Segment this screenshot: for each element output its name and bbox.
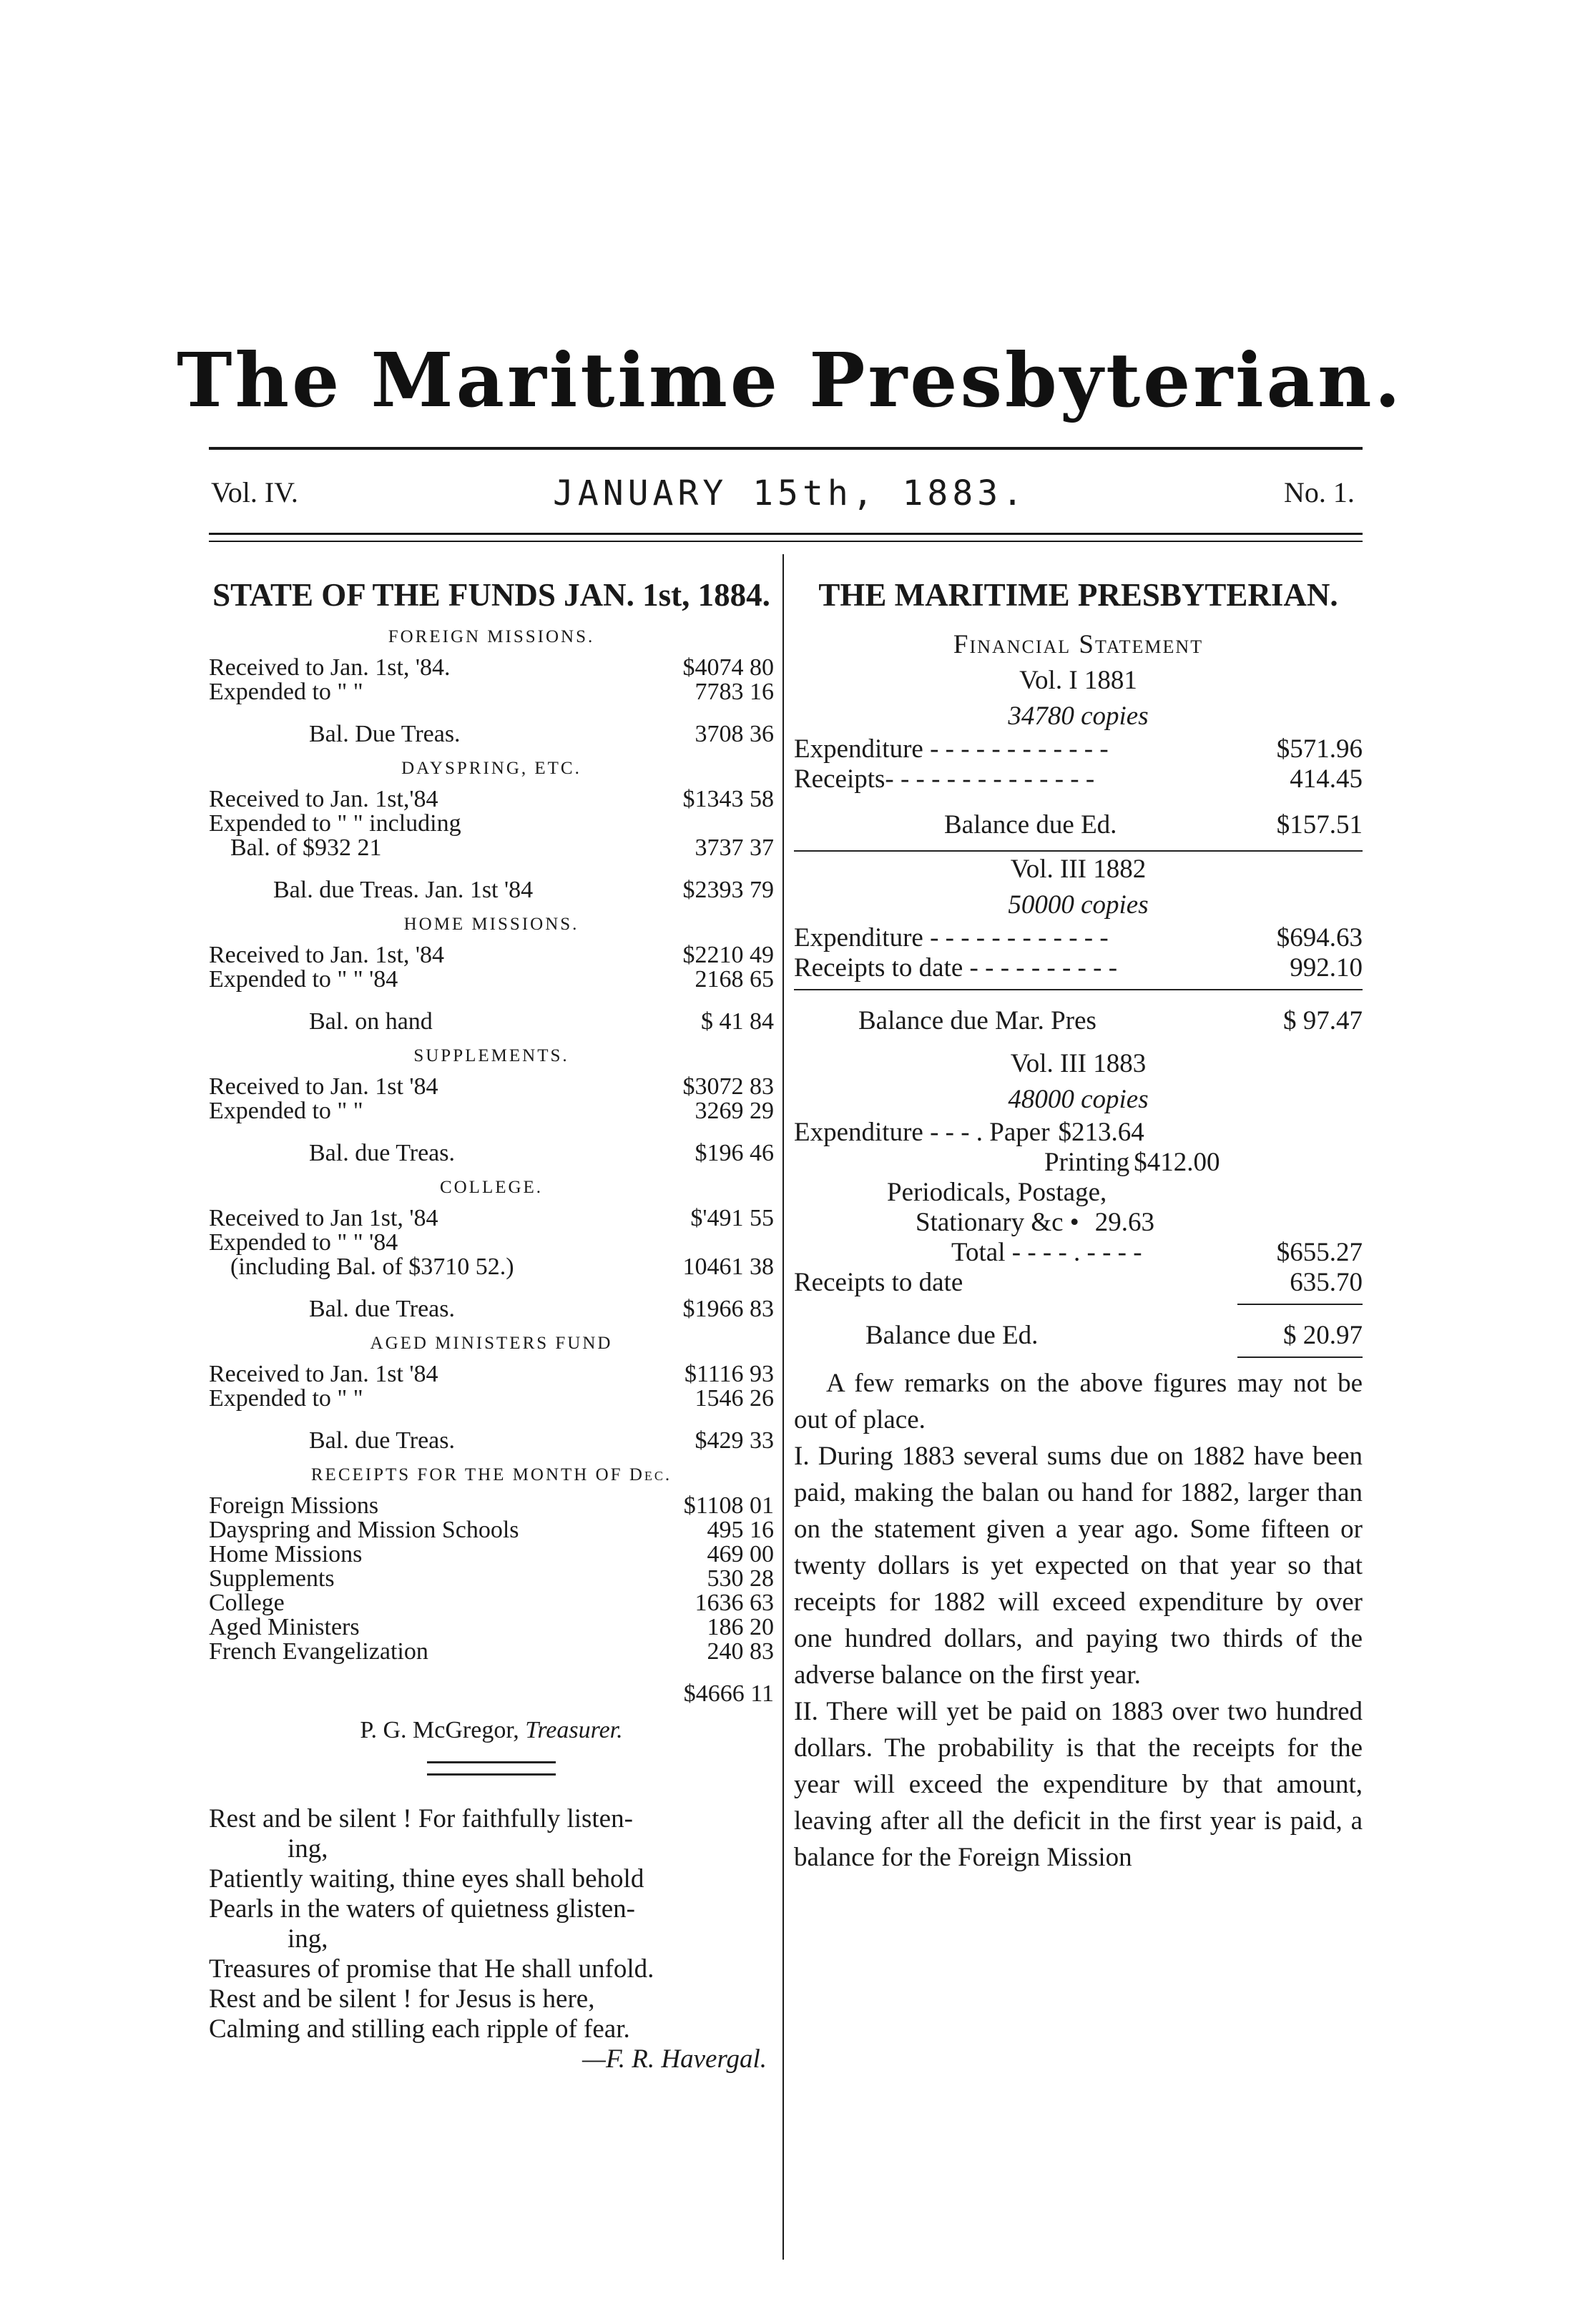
vol-label: Vol. III 1882 [1010, 855, 1147, 884]
masthead-title: The Maritime Presbyterian. [177, 336, 1403, 424]
section-heading: RECEIPTS FOR THE MONTH OF Dec. [310, 1465, 672, 1484]
row-label: Receipts- - - - - - - - - - - - - - [794, 764, 1095, 794]
section-heading: FOREIGN MISSIONS. [388, 627, 595, 646]
row-amount: $4074 80 [682, 654, 774, 681]
poem-attribution: —F. R. Havergal. [582, 2044, 767, 2074]
row-label: Foreign Missions [209, 1492, 379, 1519]
treasurer-signature [209, 1717, 774, 1744]
financial-statement-label: Financial Statement [953, 630, 1204, 659]
paragraph: A few remarks on the above figures may not be out of place. [794, 1369, 1363, 1434]
poem [209, 1804, 774, 2074]
remarks-text [794, 1365, 1363, 1876]
foreign-missions-section [209, 627, 774, 749]
row-label: Bal. on hand [309, 1008, 433, 1035]
vol-label: Vol. III 1883 [1010, 1049, 1147, 1078]
divider [1237, 1357, 1363, 1358]
row-label: Supplements [209, 1565, 335, 1592]
row-amount: $571.96 [1276, 734, 1363, 764]
row-amount: $694.63 [1276, 923, 1363, 952]
receipt-row [209, 1567, 774, 1591]
aged-ministers-section [209, 1334, 774, 1455]
receipt-row [209, 1518, 774, 1542]
row-label: Received to Jan 1st, '84 [209, 1205, 438, 1231]
poem-line: Patiently waiting, thine eyes shall behold [209, 1864, 644, 1894]
section-separator [427, 1761, 556, 1776]
copies-label: 50000 copies [1008, 890, 1149, 920]
row-label: Received to Jan. 1st, '84 [209, 942, 445, 968]
receipt-row [209, 1615, 774, 1640]
row-label: Received to Jan. 1st,'84 [209, 786, 438, 812]
receipts-total-row [209, 1680, 774, 1708]
receipts-row [794, 1268, 1363, 1298]
issue-date: JANUARY 15th, 1883. [552, 473, 1028, 513]
balance-row [209, 1008, 774, 1036]
expended-note-row [209, 1255, 774, 1279]
masthead-rule-top [209, 447, 1363, 450]
expended-row [209, 967, 774, 992]
paragraph: I. During 1883 several sums due on 1882 have been paid, making the balan ou hand for 1882, larger than on the statement given a year ago. Some fifteen or twenty dollars is yet expected on that year so that receipts for 1882 will exceed expenditure by over one hundred dollars, and paying two thirds of the adverse balance on the first year. [794, 1442, 1363, 1690]
row-label: Balance due Ed. [865, 1321, 1039, 1350]
row-amount: 10461 38 [682, 1254, 774, 1280]
row-amount: 3737 37 [695, 834, 774, 861]
received-row [209, 1075, 774, 1099]
section-heading: COLLEGE. [439, 1178, 544, 1197]
poem-line: Pearls in the waters of quietness glisten- [209, 1894, 635, 1924]
row-label: Dayspring and Mission Schools [209, 1517, 519, 1543]
row-amount: 1636 63 [695, 1590, 774, 1616]
row-amount: 495 16 [707, 1517, 774, 1543]
row-amount: $'491 55 [690, 1205, 774, 1231]
vol3-1883-block [794, 1046, 1363, 1358]
balance-row [794, 1003, 1363, 1039]
receipts-total: $4666 11 [683, 1680, 774, 1707]
row-amount: $2210 49 [682, 942, 774, 968]
row-amount: $2393 79 [682, 877, 774, 903]
row-amount: $1966 83 [682, 1296, 774, 1322]
masthead-rule-bottom-2 [209, 541, 1363, 542]
received-row [209, 1206, 774, 1231]
receipt-row [209, 1494, 774, 1518]
row-amount: 469 00 [707, 1541, 774, 1567]
receipts-row [794, 764, 1363, 794]
row-amount: 3708 36 [695, 721, 774, 747]
stationary-row [794, 1208, 1363, 1238]
divider [1237, 1304, 1363, 1305]
expended-row [209, 812, 774, 836]
row-label: Expended to " " [209, 679, 363, 705]
row-label: Expended to " " [209, 1385, 363, 1412]
total-row [794, 1238, 1363, 1268]
row-amount: $ 20.97 [1283, 1321, 1363, 1350]
balance-row [209, 1295, 774, 1324]
maritime-title: THE MARITIME PRESBYTERIAN. [818, 577, 1338, 613]
row-label: Expenditure - - - . Paper [794, 1118, 1050, 1147]
receipt-row [209, 1640, 774, 1664]
copies-label: 48000 copies [1008, 1085, 1149, 1114]
row-amount: $157.51 [1276, 810, 1363, 840]
balance-row [209, 876, 774, 905]
row-amount: $1108 01 [683, 1492, 774, 1519]
vol-label: Vol. I 1881 [1019, 666, 1137, 695]
row-label: Stationary &c • [916, 1208, 1079, 1237]
row-label: Total - - - - . - - - - [951, 1238, 1142, 1267]
row-amount: 29.63 [1094, 1208, 1154, 1237]
section-heading: HOME MISSIONS. [403, 915, 579, 934]
paper-row [794, 1118, 1363, 1148]
treasurer-name: P. G. McGregor, [360, 1717, 519, 1743]
row-label: Received to Jan. 1st, '84. [209, 654, 451, 681]
expenditure-row [794, 734, 1363, 764]
row-amount: $ 97.47 [1283, 1006, 1363, 1035]
received-row [209, 1362, 774, 1387]
expended-row [209, 1387, 774, 1411]
divider [794, 989, 1363, 990]
masthead-rule-bottom-1 [209, 533, 1363, 535]
row-label: Bal. due Treas. [309, 1140, 455, 1166]
poem-line: ing, [288, 1924, 328, 1954]
row-label: Received to Jan. 1st '84 [209, 1073, 438, 1100]
row-amount: $412.00 [1134, 1148, 1220, 1177]
issue-number: No. 1. [1284, 476, 1355, 508]
dayspring-section [209, 759, 774, 905]
row-note: Bal. of $932 21 [230, 834, 382, 861]
poem-line: Treasures of promise that He shall unfold. [209, 1954, 654, 1984]
expended-note-row [209, 836, 774, 860]
received-row [209, 943, 774, 967]
row-label: Aged Ministers [209, 1614, 360, 1640]
treasurer-title: Treasurer. [525, 1717, 623, 1743]
volume-label: Vol. IV. [211, 476, 298, 508]
college-section [209, 1178, 774, 1324]
poem-line: Rest and be silent ! For faithfully listen- [209, 1804, 633, 1833]
section-heading: DAYSPRING, ETC. [401, 759, 582, 778]
balance-row [209, 720, 774, 749]
row-label: Expended to " " '84 [209, 966, 398, 993]
balance-row [794, 1318, 1363, 1354]
vol1-block [794, 663, 1363, 843]
copies-label: 34780 copies [1008, 701, 1149, 731]
row-label: Expenditure - - - - - - - - - - - - [794, 923, 1109, 952]
row-label: Bal. due Treas. [309, 1427, 455, 1454]
row-label: Balance due Mar. Pres [858, 1006, 1096, 1035]
row-amount: 1546 26 [695, 1385, 774, 1412]
row-amount: 2168 65 [695, 966, 774, 993]
row-amount: 414.45 [1290, 764, 1363, 794]
receipts-section [209, 1465, 774, 1708]
receipt-row [209, 1542, 774, 1567]
receipt-row [209, 1591, 774, 1615]
balance-row [209, 1427, 774, 1455]
row-amount: 635.70 [1290, 1268, 1363, 1297]
row-amount: $213.64 [1058, 1118, 1144, 1147]
row-label: Bal. due Treas. [309, 1296, 455, 1322]
row-amount: 3269 29 [695, 1098, 774, 1124]
expended-row [209, 1231, 774, 1255]
row-amount: $196 46 [695, 1140, 774, 1166]
printing-row [794, 1148, 1363, 1178]
funds-column [209, 576, 774, 2074]
row-label: French Evangelization [209, 1638, 428, 1665]
row-label: Periodicals, Postage, [887, 1178, 1107, 1207]
expended-row [209, 680, 774, 704]
received-row [209, 787, 774, 812]
row-amount: 240 83 [707, 1638, 774, 1665]
row-label: Receipts to date [794, 1268, 963, 1297]
row-amount: $1116 93 [684, 1361, 774, 1387]
row-amount: $429 33 [695, 1427, 774, 1454]
poem-line: Calming and stilling each ripple of fear. [209, 2014, 630, 2044]
expenditure-row [794, 923, 1363, 953]
column-divider [782, 554, 784, 2260]
financial-statement-heading [794, 627, 1363, 663]
row-label: Receipts to date - - - - - - - - - - [794, 953, 1118, 983]
row-label: Bal. Due Treas. [309, 721, 461, 747]
row-label: Expended to " " [209, 1098, 363, 1124]
supplements-section [209, 1046, 774, 1168]
periodicals-row [794, 1178, 1363, 1208]
row-label: Expended to " " '84 [209, 1229, 398, 1256]
maritime-column [794, 576, 1363, 1876]
row-amount: $ 41 84 [701, 1008, 774, 1035]
row-amount: $3072 83 [682, 1073, 774, 1100]
received-row [209, 656, 774, 680]
balance-row [794, 807, 1363, 843]
balance-row [209, 1139, 774, 1168]
vol3-1882-block [794, 852, 1363, 1039]
row-note: (including Bal. of $3710 52.) [230, 1254, 514, 1280]
row-label: Home Missions [209, 1541, 363, 1567]
expended-row [209, 1099, 774, 1123]
row-label: College [209, 1590, 285, 1616]
section-heading: AGED MINISTERS FUND [370, 1334, 613, 1353]
funds-title: STATE OF THE FUNDS JAN. 1st, 1884. [212, 577, 770, 613]
row-amount: 7783 16 [695, 679, 774, 705]
paragraph: II. There will yet be paid on 1883 over two hundred dollars. The probability is that the receipts for the year will exceed the expenditure by that amount, leaving after all the deficit in the first year is paid, a balance for the Foreign Mission [794, 1697, 1363, 1872]
row-amount: $1343 58 [682, 786, 774, 812]
row-label: Printing [1044, 1148, 1130, 1177]
section-heading: SUPPLEMENTS. [413, 1046, 569, 1065]
row-label: Expended to " " including [209, 810, 461, 837]
poem-line: Rest and be silent ! for Jesus is here, [209, 1984, 595, 2014]
row-amount: $655.27 [1276, 1238, 1363, 1267]
row-label: Bal. due Treas. Jan. 1st '84 [273, 877, 534, 903]
row-amount: 186 20 [707, 1614, 774, 1640]
row-amount: 992.10 [1290, 953, 1363, 983]
row-label: Expenditure - - - - - - - - - - - - [794, 734, 1109, 764]
row-amount: 530 28 [707, 1565, 774, 1592]
row-label: Balance due Ed. [944, 810, 1117, 840]
poem-line: ing, [288, 1834, 328, 1863]
row-label: Received to Jan. 1st '84 [209, 1361, 438, 1387]
receipts-row [794, 953, 1363, 983]
home-missions-section [209, 915, 774, 1036]
